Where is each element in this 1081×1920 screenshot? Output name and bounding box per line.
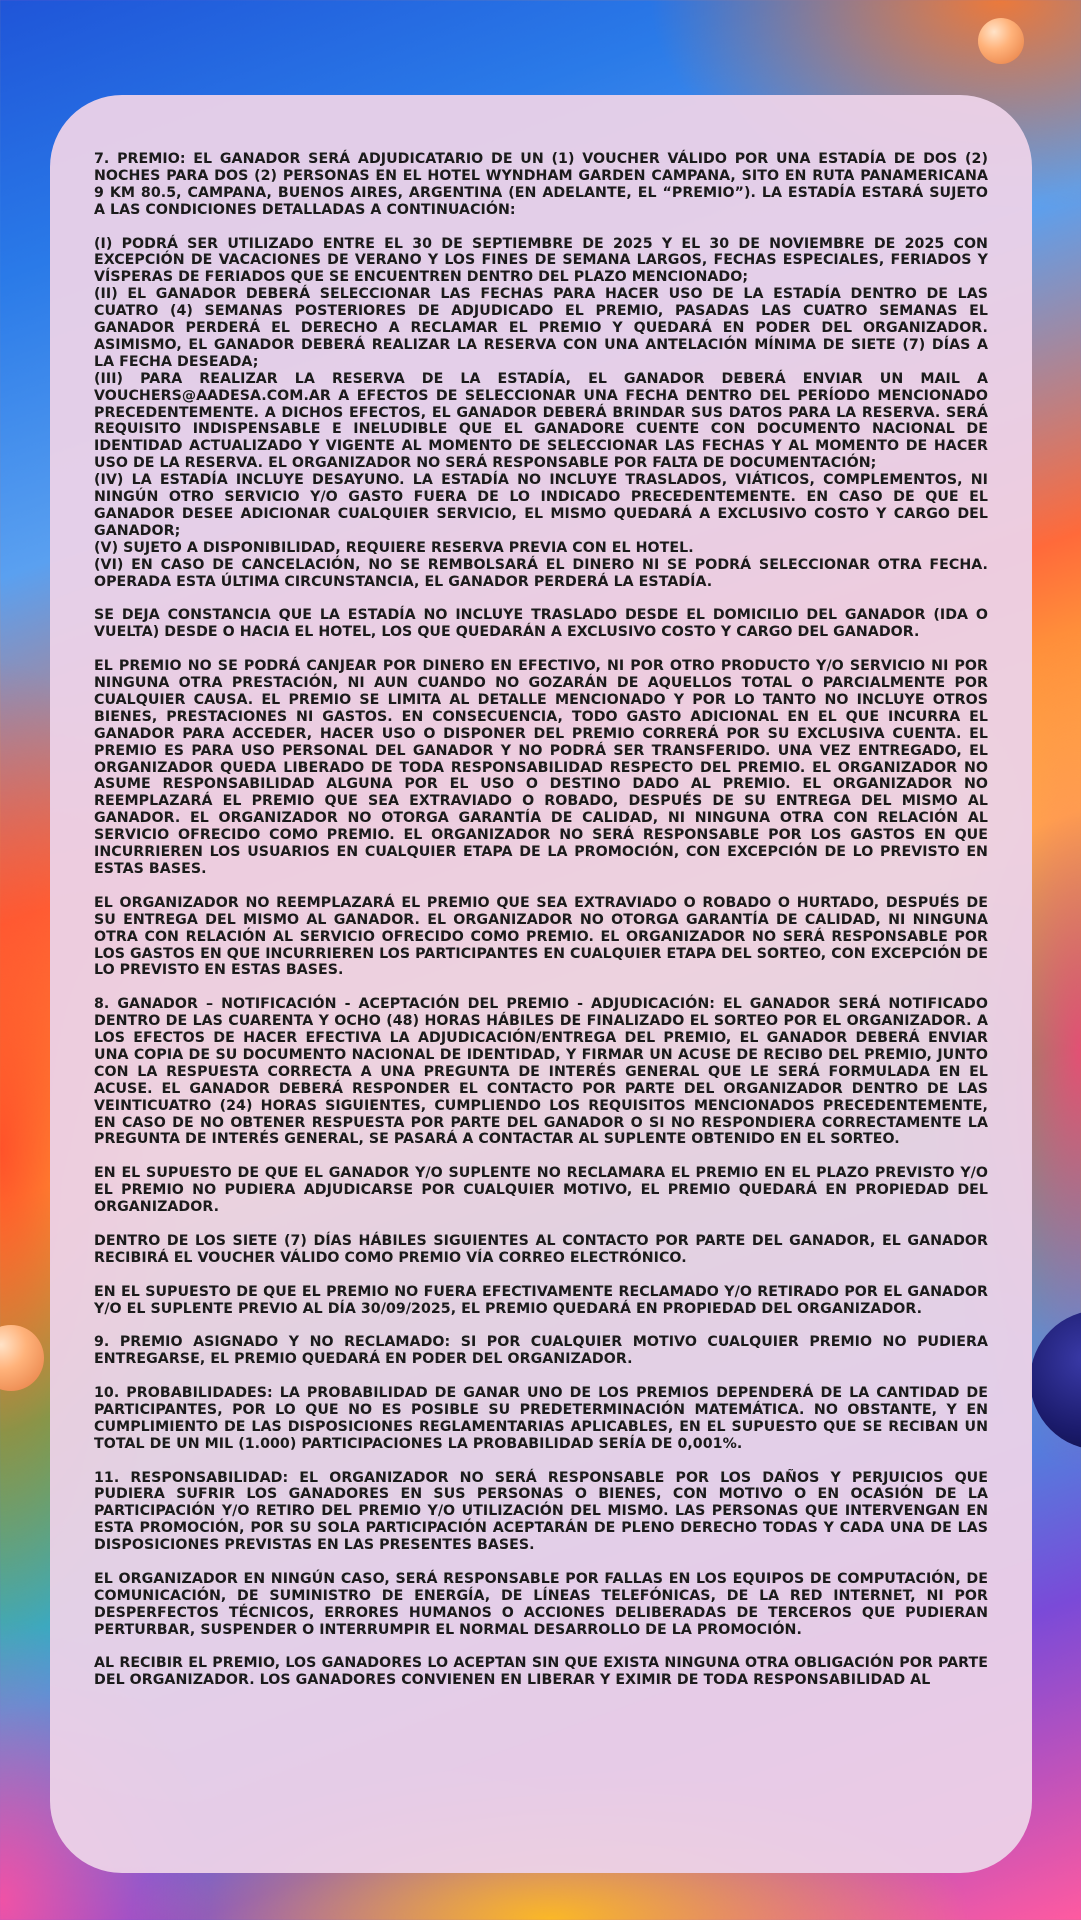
section-9-unclaimed-prize: 9. PREMIO ASIGNADO Y NO RECLAMADO: SI POR CUALQUIER MOTIVO CUALQUIER PREMIO NO PUDIERA ENTREGARSE, EL PREMIO QUEDARÁ EN PODER DEL ORGANIZADOR. [94,1334,988,1368]
decorative-ball-top-right [978,18,1024,64]
condition-i: (I) PODRÁ SER UTILIZADO ENTRE EL 30 DE SEPTIEMBRE DE 2025 Y EL 30 DE NOVIEMBRE DE 2025 CON EXCEPCIÓN DE VACACIONES DE VERANO Y LOS FINES DE SEMANA LARGOS, FECHAS ESPECIALES, FERIADOS Y VÍSPERAS DE FERIADOS QUE SE ENCUENTREN DENTRO DEL PLAZO MENCIONADO; [94,235,988,286]
terms-card [50,95,1032,1873]
section-7-prize: 7. PREMIO: EL GANADOR SERÁ ADJUDICATARIO DE UN (1) VOUCHER VÁLIDO POR UNA ESTADÍA DE DOS (2) NOCHES PARA DOS (2) PERSONAS EN EL HOTEL WYNDHAM GARDEN CAMPANA, SITO EN RUTA PANAMERICANA 9 KM 80.5, CAMPANA, BUENOS AIRES, ARGENTINA (EN ADELANTE, EL “PREMIO”). LA ESTADÍA ESTARÁ SUJETO A LAS CONDICIONES DETALLADAS A CONTINUACIÓN: [94,151,988,218]
condition-iv: (IV) LA ESTADÍA INCLUYE DESAYUNO. LA ESTADÍA NO INCLUYE TRASLADOS, VIÁTICOS, COMPLEMENTOS, NI NINGÚN OTRO SERVICIO Y/O GASTO FUERA DE LO INDICADO PRECEDENTEMENTE. EN CASO DE QUE EL GANADOR DESEE ADICIONAR CUALQUIER SERVICIO, EL MISMO QUEDARÁ A EXCLUSIVO COSTO Y CARGO DEL GANADOR; [94,472,988,539]
replacement-clause: EL ORGANIZADOR NO REEMPLAZARÁ EL PREMIO QUE SEA EXTRAVIADO O ROBADO O HURTADO, DESPUÉS DE SU ENTREGA DEL MISMO AL GANADOR. EL ORGANIZADOR NO OTORGA GARANTÍA DE CALIDAD, NI NINGUNA OTRA CON RELACIÓN AL SERVICIO OFRECIDO COMO PREMIO. EL ORGANIZADOR NO SERÁ RESPONSABLE POR LOS GASTOS EN QUE INCURRIEREN LOS PARTICIPANTES EN CUALQUIER ETAPA DEL SORTEO, CON EXCEPCIÓN DE LO PREVISTO EN ESTAS BASES. [94,894,988,979]
section-10-probabilities: 10. PROBABILIDADES: LA PROBABILIDAD DE GANAR UNO DE LOS PREMIOS DEPENDERÁ DE LA CANTIDAD DE PARTICIPANTES, POR LO QUE NO ES POSIBLE SU PREDETERMINACIÓN MATEMÁTICA. NO OBSTANTE, Y EN CUMPLIMIENTO DE LAS DISPOSICIONES REGLAMENTARIAS APLICABLES, EN EL SUPUESTO QUE SE RECIBAN UN TOTAL DE UN MIL (1.000) PARTICIPACIONES LA PROBABILIDAD SERÍA DE 0,001%. [94,1385,988,1452]
condition-ii: (II) EL GANADOR DEBERÁ SELECCIONAR LAS FECHAS PARA HACER USO DE LA ESTADÍA DENTRO DE LAS CUATRO (4) SEMANAS POSTERIORES DE ADJUDICADO EL PREMIO, PASADAS LAS CUATRO SEMANAS EL GANADOR PERDERÁ EL DERECHO A RECLAMAR EL PREMIO Y QUEDARÁ EN PODER DEL ORGANIZADOR. ASIMISMO, EL GANADOR DEBERÁ REALIZAR LA RESERVA CON UNA ANTELACIÓN MÍNIMA DE SIETE (7) DÍAS A LA FECHA DESEADA; [94,286,988,370]
voucher-delivery-clause: DENTRO DE LOS SIETE (7) DÍAS HÁBILES SIGUIENTES AL CONTACTO POR PARTE DEL GANADOR, EL GANADOR RECIBIRÁ EL VOUCHER VÁLIDO COMO PREMIO VÍA CORREO ELECTRÓNICO. [94,1232,988,1266]
prize-exchange-clause: EL PREMIO NO SE PODRÁ CANJEAR POR DINERO EN EFECTIVO, NI POR OTRO PRODUCTO Y/O SERVICIO NI POR NINGUNA OTRA PRESTACIÓN, NI AUN CUANDO NO GOZARÁN DE AQUELLOS TOTAL O PARCIALMENTE POR CUALQUIER CAUSA. EL PREMIO SE LIMITA AL DETALLE MENCIONADO Y POR LO TANTO NO INCLUYE OTROS BIENES, PRESTACIONES NI GASTOS. EN CONSECUENCIA, TODO GASTO ADICIONAL EN EL QUE INCURRA EL GANADOR PARA ACCEDER, HACER USO O DISPONER DEL PREMIO CORRERÁ POR SU EXCLUSIVA CUENTA. EL PREMIO ES PARA USO PERSONAL DEL GANADOR Y NO PODRÁ SER TRANSFERIDO. UNA VEZ ENTREGADO, EL ORGANIZADOR QUEDA LIBERADO DE TODA RESPONSABILIDAD RESPECTO DEL PREMIO. EL ORGANIZADOR NO ASUME RESPONSABILIDAD ALGUNA POR EL USO O DESTINO DADO AL PREMIO. EL ORGANIZADOR NO REEMPLAZARÁ EL PREMIO QUE SEA EXTRAVIADO O ROBADO, DESPUÉS DE SU ENTREGA DEL MISMO AL GANADOR. EL ORGANIZADOR NO OTORGA GARANTÍA DE CALIDAD, NI NINGUNA OTRA CON RELACIÓN AL SERVICIO OFRECIDO COMO PREMIO. EL ORGANIZADOR NO SERÁ RESPONSABLE POR LOS GASTOS EN QUE INCURRIEREN LOS USUARIOS EN CUALQUIER ETAPA DE LA PROMOCIÓN, CON EXCEPCIÓN DE LO PREVISTO EN ESTAS BASES. [94,658,988,878]
condition-vi: (VI) EN CASO DE CANCELACIÓN, NO SE REMBOLSARÁ EL DINERO NI SE PODRÁ SELECCIONAR OTRA FECHA. OPERADA ESTA ÚLTIMA CIRCUNSTANCIA, EL GANADOR PERDERÁ LA ESTADÍA. [94,556,988,590]
section-8-winner-notification: 8. GANADOR – NOTIFICACIÓN - ACEPTACIÓN DEL PREMIO - ADJUDICACIÓN: EL GANADOR SERÁ NOTIFICADO DENTRO DE LAS CUARENTA Y OCHO (48) HORAS HÁBILES DE FINALIZADO EL SORTEO POR EL ORGANIZADOR. A LOS EFECTOS DE HACER EFECTIVA LA ADJUDICACIÓN/ENTREGA DEL PREMIO, EL GANADOR DEBERÁ ENVIAR UNA COPIA DE SU DOCUMENTO NACIONAL DE IDENTIDAD, Y FIRMAR UN ACUSE DE RECIBO DEL PREMIO, JUNTO CON LA RESPUESTA CORRECTA A UNA PREGUNTA DE INTERÉS GENERAL QUE LE SERÁ FORMULADA EN EL ACUSE. EL GANADOR DEBERÁ RESPONDER EL CONTACTO POR PARTE DEL ORGANIZADOR DENTRO DE LAS VEINTICUATRO (24) HORAS SIGUIENTES, CUMPLIENDO LOS REQUISITOS MENCIONADOS PRECEDENTEMENTE, EN CASO DE NO OBTENER RESPUESTA POR PARTE DEL GANADOR O SI NO RESPONDIERA CORRECTAMENTE LA PREGUNTA DE INTERÉS GENERAL, SE PASARÁ A CONTACTAR AL SUPLENTE OBTENIDO EN EL SORTEO. [94,996,988,1148]
condition-iii: (III) PARA REALIZAR LA RESERVA DE LA ESTADÍA, EL GANADOR DEBERÁ ENVIAR UN MAIL A VOUCHERS@AADESA.COM.AR A EFECTOS DE SELECCIONAR UNA FECHA DENTRO DEL PERÍODO MENCIONADO PRECEDENTEMENTE. A DICHOS EFECTOS, EL GANADOR DEBERÁ BRINDAR SUS DATOS PARA LA RESERVA. SERÁ REQUISITO INDISPENSABLE E INELUDIBLE QUE EL GANADORE CUENTE CON DOCUMENTO NACIONAL DE IDENTIDAD ACTUALIZADO Y VIGENTE AL MOMENTO DE SELECCIONAR LAS FECHAS Y AL MOMENTO DE HACER USO DE LA RESERVA. EL ORGANIZADOR NO SERÁ RESPONSABLE POR FALTA DE DOCUMENTACIÓN; [94,370,988,472]
condition-v: (V) SUJETO A DISPONIBILIDAD, REQUIERE RESERVA PREVIA CON EL HOTEL. [94,539,694,556]
section-11-responsibility: 11. RESPONSABILIDAD: EL ORGANIZADOR NO SERÁ RESPONSABLE POR LOS DAÑOS Y PERJUICIOS QUE PUDIERA SUFRIR LOS GANADORES EN SUS PERSONAS O BIENES, CON MOTIVO O EN OCASIÓN DE LA PARTICIPACIÓN Y/O RETIRO DEL PREMIO Y/O UTILIZACIÓN DEL MISMO. LAS PERSONAS QUE INTERVENGAN EN ESTA PROMOCIÓN, POR SU SOLA PARTICIPACIÓN ACEPTARÁN DE PLENO DERECHO TODAS Y CADA UNA DE LAS DISPOSICIONES PREVISTAS EN LAS PRESENTES BASES. [94,1469,988,1554]
transfer-notice: SE DEJA CONSTANCIA QUE LA ESTADÍA NO INCLUYE TRASLADO DESDE EL DOMICILIO DEL GANADOR (IDA O VUELTA) DESDE O HACIA EL HOTEL, LOS QUE QUEDARÁN A EXCLUSIVO COSTO Y CARGO DEL GANADOR. [94,607,988,641]
unclaimed-winner-clause: EN EL SUPUESTO DE QUE EL GANADOR Y/O SUPLENTE NO RECLAMARA EL PREMIO EN EL PLAZO PREVISTO Y/O EL PREMIO NO PUDIERA ADJUDICARSE POR CUALQUIER MOTIVO, EL PREMIO QUEDARÁ EN PROPIEDAD DEL ORGANIZADOR. [94,1165,988,1216]
equipment-failure-clause: EL ORGANIZADOR EN NINGÚN CASO, SERÁ RESPONSABLE POR FALLAS EN LOS EQUIPOS DE COMPUTACIÓN, DE COMUNICACIÓN, DE SUMINISTRO DE ENERGÍA, DE LÍNEAS TELEFÓNICAS, DE LA RED INTERNET, NI POR DESPERFECTOS TÉCNICOS, ERRORES HUMANOS O ACCIONES DELIBERADAS DE TERCEROS QUE PUDIERAN PERTURBAR, SUSPENDER O INTERRUMPIR EL NORMAL DESARROLLO DE LA PROMOCIÓN. [94,1570,988,1638]
acceptance-clause: AL RECIBIR EL PREMIO, LOS GANADORES LO ACEPTAN SIN QUE EXISTA NINGUNA OTRA OBLIGACIÓN POR PARTE DEL ORGANIZADOR. LOS GANADORES CONVIENEN EN LIBERAR Y EXIMIR DE TODA RESPONSABILIDAD AL [94,1655,988,1689]
decorative-ball-left [0,1325,44,1391]
claim-deadline-clause: EN EL SUPUESTO DE QUE EL PREMIO NO FUERA EFECTIVAMENTE RECLAMADO Y/O RETIRADO POR EL GANADOR Y/O EL SUPLENTE PREVIO AL DÍA 30/09/2025, EL PREMIO QUEDARÁ EN PROPIEDAD DEL ORGANIZADOR. [94,1283,988,1317]
decorative-ball-right [1030,1310,1081,1450]
